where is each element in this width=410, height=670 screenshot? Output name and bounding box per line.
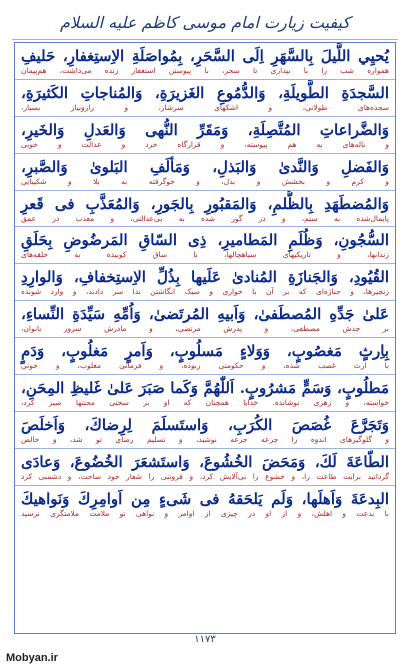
persian-translation: زنجیرها، و جنازه‌ای که بر آن با خواری و سبک انگاشتن ندا سر دادند، و وارد شونده — [21, 287, 389, 297]
arabic-text: الطّاعَةَ لَكَ، وَمَحَضَ الخُشُوعَ، وَاستَشعَرَ الخُضُوعَ، وَعادَى — [21, 452, 389, 471]
persian-translation: گردانید برایت طاعت را، و خشوع را بی‌آلایش کرد، و فروتنی را شعار خود ساخت، و دشمنی کرد — [21, 471, 389, 481]
arabic-text: وَالفَضلِ وَالنَّدىٰ وَالبَذلِ، وَمَألَفِ البَلوىٰ وَالصَّبرِ، — [21, 157, 389, 176]
arabic-text: البِدعَةَ وَاَهلَها، وَلَم يَلحَقهُ فى شَىءٍ مِن اَوامِرِكَ وَنَواهيكَ — [21, 489, 389, 508]
arabic-text: السُّجُونِ، وَظُلَمِ المَطاميرِ، ذِى السّاقِ المَرضُوضِ بِحَلَقِ — [21, 231, 389, 250]
verse-row — [15, 227, 395, 264]
page-number: ۱۱۷۳ — [194, 634, 216, 645]
verse-row — [15, 264, 395, 301]
verse-row — [15, 43, 395, 80]
arabic-text: وَالمُضطَهَدِ بِالظُّلمِ، وَالمَقبُورِ بِالجَورِ، وَالمُعَذَّبِ فى قَعرِ — [21, 194, 389, 213]
arabic-text: السَّجدَةِ الطَّويلَةِ، وَالدُّمُوعِ الغَزيرَةِ، وَالمُناجاتِ الكَثيرَةِ، — [21, 83, 389, 102]
verse-row — [15, 154, 395, 191]
page-frame — [4, 4, 406, 654]
persian-translation: با ارث غصب شده، و حکومتی ربوده، و فرمانی مغلوب، و خونی — [21, 361, 389, 371]
persian-translation: و کرم و بخشش و بذل، و خوگرفته به بلا و شکیبایی — [21, 176, 389, 186]
verse-row — [15, 117, 395, 154]
persian-translation: و ناله‌های به هم پیوسته، و قرارگاه خرد و عدالت و خوبی — [21, 139, 389, 149]
arabic-text: بِاِرثٍ مَغصُوبٍ، وَوَلاءٍ مَسلُوبٍ، وَاَمرٍ مَغلُوبٍ، وَدَمٍ — [21, 342, 389, 361]
verse-row — [15, 80, 395, 117]
arabic-text: القُيُودِ، وَالجَنازَةِ المُنادىٰ عَلَيها بِذُلِّ الاِستِخفافِ، وَالوارِدِ — [21, 268, 389, 287]
page-header — [4, 4, 406, 40]
verse-row — [15, 412, 395, 449]
header-divider — [12, 39, 398, 40]
persian-translation: خواسته، و زهری نوشانده. خدایا همچنان که او بر سختی محنتها صبر کرد، — [21, 398, 389, 408]
persian-translation: همواره شب را با بیداری تا سحر، با پیوستن استغفار زنده می‌داشت، هم‌پیمان — [21, 66, 389, 75]
verse-row — [15, 375, 395, 412]
persian-translation: زندانها، و تاریکیهای سیاهچالها، با ساق کوبیده به حلقه‌های — [21, 250, 389, 260]
site-watermark: Mobyan.ir — [6, 652, 58, 664]
arabic-text: عَلىٰ جَدِّهِ المُصطَفىٰ، وَاَبيهِ المُرتَضىٰ، وَاُمِّهِ سَيِّدَةِ النِّساءِ، — [21, 305, 389, 324]
arabic-text: مَطلُوبٍ، وَسَمٍّ مَشرُوبٍ. اَللّٰهُمَّ وَكَما صَبَرَ عَلىٰ غَليظِ المِحَنِ، — [21, 379, 389, 398]
verse-row — [15, 338, 395, 375]
verse-row — [15, 486, 395, 523]
persian-translation: پایمال‌شده به ستم، و در گور شده به بی‌عدالتی، و معذب در عمق — [21, 213, 389, 223]
persian-translation: با بدعت و اهلش، و از او در چیزی از اوامر و نواهی تو ملامت ملامتگری نرسید — [21, 508, 389, 518]
arabic-text: وَالضَّراعاتِ المُتَّصِلَةِ، وَمَقَرِّ النُّهى وَالعَدلِ وَالخَيرِ، — [21, 120, 389, 139]
arabic-text: وَتَجَرَّعَ غُصَصَ الكُرَبِ، وَاستَسلَمَ لِرِضاكَ، وَاَخلَصَ — [21, 415, 389, 434]
verse-row — [15, 191, 395, 228]
persian-translation: و گلوگیرهای اندوه را جرعه جرعه نوشید، و تسلیم رضای تو شد، و خالص — [21, 434, 389, 444]
verse-row — [15, 301, 395, 338]
verse-row — [15, 449, 395, 486]
page-footer — [0, 632, 410, 670]
page-title: کیفیت زیارت امام موسی کاظم علیه السلام — [60, 12, 350, 32]
persian-translation: بر جدش مصطفی، و پدرش مرتضی، و مادرش سرور بانوان، — [21, 324, 389, 334]
arabic-text: يُحيِي اللَّيلَ بِالسَّهَرِ اِلَى السَّحَرِ، بِمُواصَلَةِ الاِستِغفارِ، حَليفِ — [21, 47, 389, 65]
persian-translation: سجده‌های طولانی، و اشکهای سرشار، و رازونیاز بسیار، — [21, 102, 389, 112]
verse-table — [14, 42, 396, 634]
